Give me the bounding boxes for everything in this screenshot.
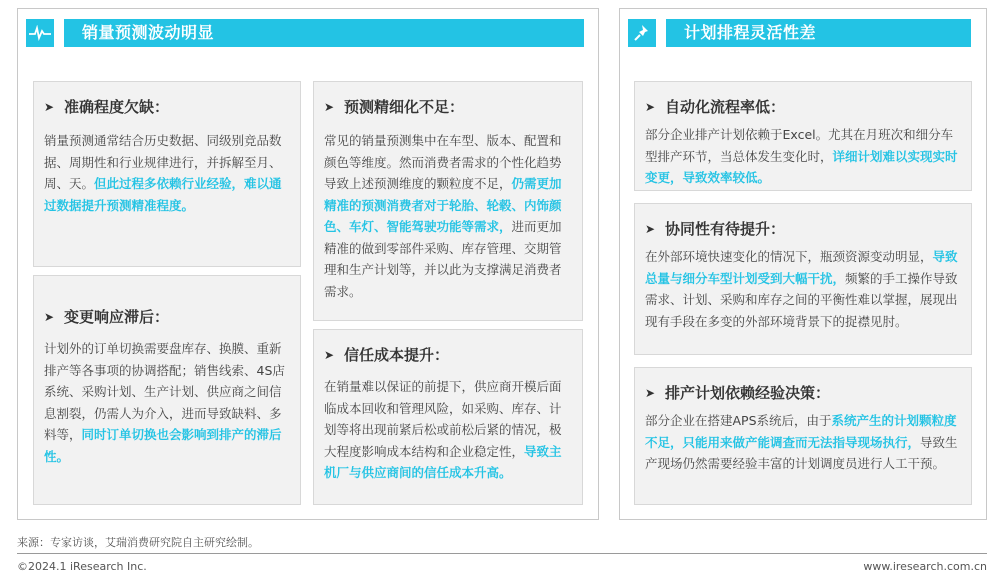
card-title: 预测精细化不足：: [344, 98, 465, 116]
card-body: 在外部环境快速变化的情况下，瓶颈资源变动明显，导致总量与细分车型计划受到大幅干扰，频繁的手工操作导致需求、计划、采购和库存之间的平衡性难以掌握，展现出现有手段在多变的外部环境背景下的捉襟见肘。: [645, 249, 958, 329]
card-trust-cost: [313, 329, 583, 505]
card-experience-decision: [634, 367, 972, 505]
chevron-right-icon: ➤: [44, 99, 55, 114]
chevron-right-icon: ➤: [645, 385, 656, 400]
chevron-right-icon: ➤: [44, 309, 55, 324]
card-change-response: [33, 275, 301, 505]
card-body: 计划外的订单切换需要盘库存、换膜、重新排产等各事项的协调搭配；销售线索、4S店系统、采购计划、生产计划、供应商之间信息割裂，仍需人为介入，进而导致缺料、多料等，同时订单切换也会影响到排产的滞后性。: [44, 341, 285, 464]
chevron-right-icon: ➤: [645, 221, 656, 236]
right-panel-title: 计划排程灵活性差: [684, 23, 817, 42]
card-body: 部分企业排产计划依赖于Excel。尤其在月班次和细分车型排产环节，当总体发生变化时，详细计划难以实现实时变更，导致效率较低。: [645, 127, 958, 185]
card-body: 部分企业在搭建APS系统后，由于系统产生的计划颗粒度不足，只能用来做产能调查而无法指导现场执行，导致生产现场仍然需要经验丰富的计划调度员进行人工干预。: [645, 413, 958, 471]
pushpin-icon: [628, 19, 656, 47]
card-title: 信任成本提升：: [344, 346, 450, 364]
website-link[interactable]: www.iresearch.com.cn: [863, 560, 987, 573]
card-title: 协同性有待提升：: [665, 220, 786, 238]
card-accuracy: [33, 81, 301, 267]
left-panel: [17, 8, 599, 520]
card-body: 在销量难以保证的前提下，供应商开模后面临成本回收和管理风险，如采购、库存、计划等将出现前紧后松或前松后紧的情况，极大程度影响成本结构和企业稳定性，导致主机厂与供应商间的信任成本升高。: [324, 379, 562, 480]
card-body: 销量预测通常结合历史数据、同级别竞品数据、周期性和行业规律进行，并拆解至月、周、天。但此过程多依赖行业经验，难以通过数据提升预测精准程度。: [44, 133, 282, 213]
right-panel: [619, 8, 987, 520]
copyright-text: ©2024.1 iResearch Inc.: [17, 560, 147, 573]
card-title: 排产计划依赖经验决策：: [665, 384, 831, 402]
chevron-right-icon: ➤: [324, 347, 335, 362]
card-title: 准确程度欠缺：: [64, 98, 170, 116]
right-panel-header: [628, 19, 971, 47]
card-automation: [634, 81, 972, 191]
card-body: 常见的销量预测集中在车型、版本、配置和颜色等维度。然而消费者需求的个性化趋势导致上述预测维度的颗粒度不足，仍需更加精准的预测消费者对于轮胎、轮毂、内饰颜色、车灯、智能驾驶功能等需求，进而更加精准的做到零部件采购、库存管理、交期管理和生产计划等，并以此为支撑满足消费者需求。: [324, 133, 562, 299]
left-panel-header: [26, 19, 584, 47]
left-panel-title: 销量预测波动明显: [82, 23, 215, 42]
footer-divider: [17, 553, 987, 554]
card-forecast-granularity: [313, 81, 583, 321]
source-note: 来源：专家访谈，艾瑞消费研究院自主研究绘制。: [17, 536, 259, 549]
pulse-wave-icon: [26, 19, 54, 47]
chevron-right-icon: ➤: [645, 99, 656, 114]
card-title: 自动化流程率低：: [665, 98, 786, 116]
card-title: 变更响应滞后：: [64, 308, 170, 326]
card-collaboration: [634, 203, 972, 355]
chevron-right-icon: ➤: [324, 99, 335, 114]
